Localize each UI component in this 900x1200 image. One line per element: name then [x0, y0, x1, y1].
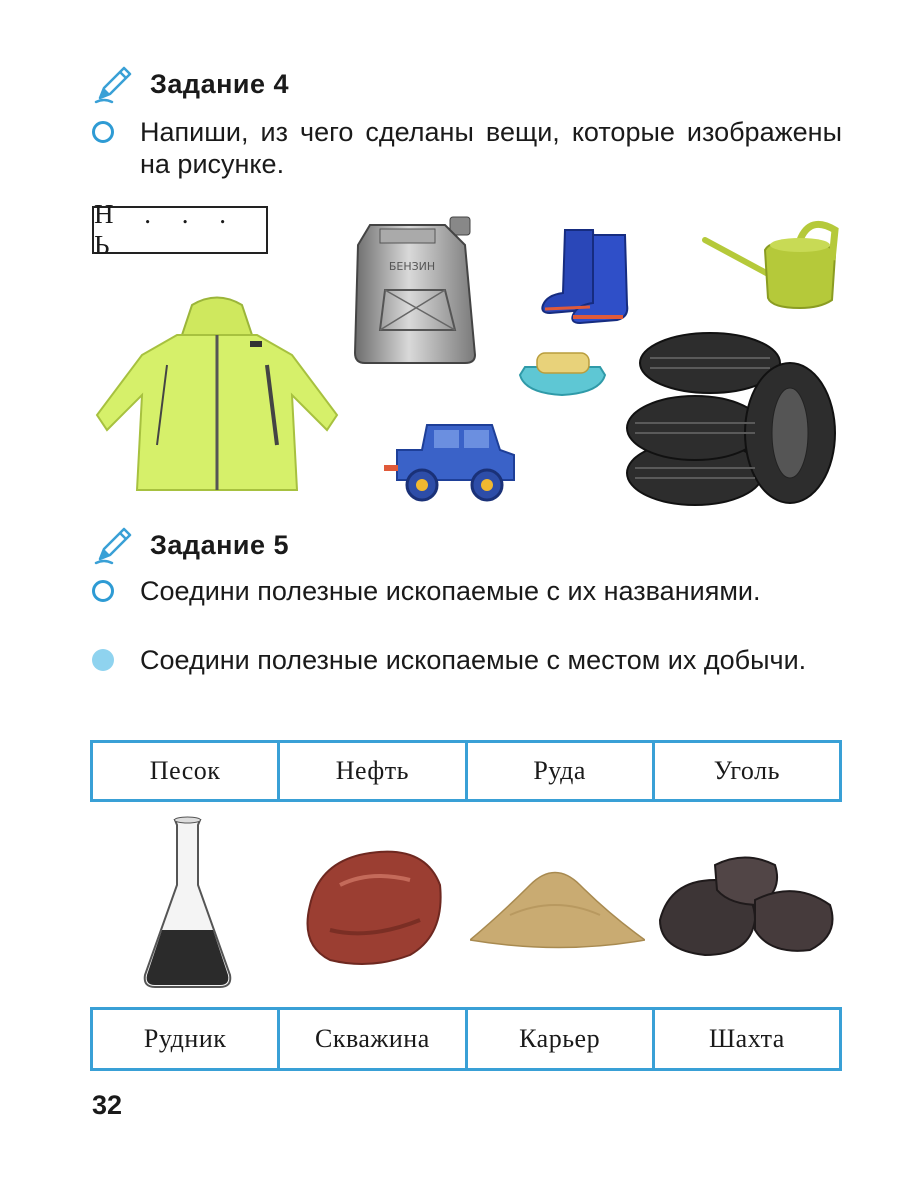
place-cell: Шахта: [708, 1024, 785, 1053]
mineral-cell: Нефть: [280, 743, 467, 799]
place-cell: Рудник: [93, 1010, 280, 1068]
mineral-cell: Песок: [93, 743, 280, 799]
task4-title: Задание 4: [150, 68, 290, 99]
answer-example-box: Н . . . Ь: [92, 206, 268, 254]
rubber-boots-icon: [535, 225, 635, 325]
task5-instruction-1-text: Соедини полезные ископаемые с их названиями.: [140, 576, 761, 606]
task5-title: Задание 5: [150, 529, 290, 560]
level-circle-outline-icon: [92, 580, 114, 602]
coal-icon: [655, 850, 840, 960]
task4-instruction-text: Напиши, из чего сделаны вещи, которые изображены на рисунке.: [140, 117, 842, 179]
sand-pile-icon: [470, 855, 645, 950]
minerals-table: [90, 740, 842, 802]
place-cell: Карьер: [468, 1010, 655, 1068]
oil-flask-icon: [140, 815, 235, 990]
soap-dish-icon: [515, 345, 610, 400]
task5-instruction-1: [92, 575, 842, 607]
level-circle-outline-icon: [92, 121, 114, 143]
pencil-icon: [92, 523, 136, 567]
canister-icon: [350, 215, 485, 365]
jacket-icon: [92, 295, 342, 495]
canister-label: БЕНЗИН: [388, 260, 436, 273]
page-number: 32: [92, 1090, 123, 1120]
level-circle-filled-icon: [92, 649, 114, 671]
watering-can-icon: [700, 210, 840, 310]
places-table: [90, 1007, 842, 1071]
task5-header: [92, 523, 289, 567]
toy-car-icon: [382, 410, 522, 510]
task4-header: [92, 62, 289, 106]
place-cell: Скважина: [280, 1010, 467, 1068]
task5-instruction-2: [92, 644, 842, 676]
mineral-cell: Уголь: [713, 756, 780, 785]
tires-icon: [625, 318, 840, 508]
task5-instruction-2-text: Соедини полезные ископаемые с местом их добычи.: [140, 645, 807, 675]
task4-instruction: [92, 116, 842, 180]
mineral-cell: Руда: [468, 743, 655, 799]
ore-rock-icon: [300, 845, 445, 970]
pencil-icon: [92, 62, 136, 106]
